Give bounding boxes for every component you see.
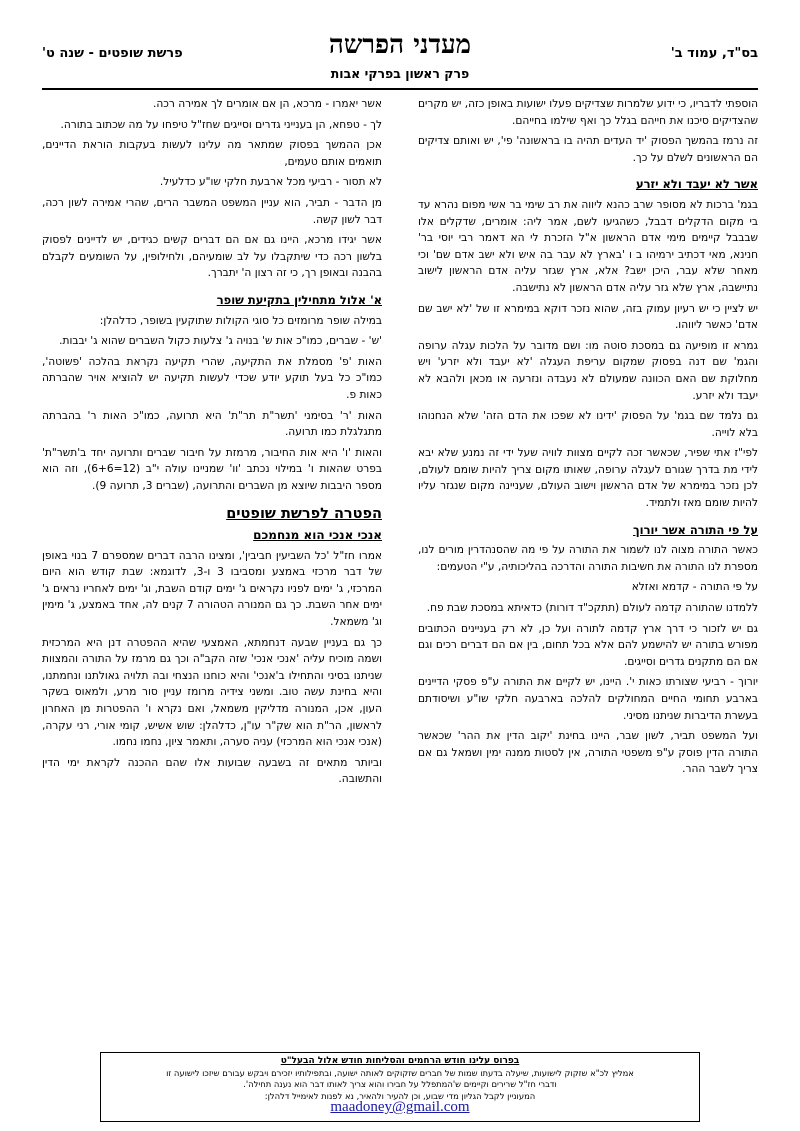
section-heading: אשר לא יעבד ולא יזרע — [635, 177, 758, 192]
paragraph: אשר יאמרו - מרכא, הן אם אומרים לך אמירה רכה. — [152, 98, 382, 110]
paragraph: וביותר מתאים זה בשבעה שבועות אלו שהם ההכנה לקראת ימי הדין והתשובה. — [42, 756, 382, 786]
left-column — [42, 96, 382, 792]
haftarah-subheading: אנכי אנכי הוא מנחמכם — [253, 528, 382, 543]
paragraph: על פי התורה - קדמא ואזלא — [631, 581, 758, 594]
paragraph: לפי"ז אתי שפיר, שכאשר זכה לקיים מצוות לוויה שעל ידי זה נמנע שלא יבא לידי מת בדרך שגורם לעגלה ערופה, שאותו מקום צריך להיות שומם לעולם, לכן נזכר במימרא של אדם הראשון וישוב העולם, שעניינה מקום שנגזר עליו להיות שומם מאז ולתמיד. — [418, 447, 758, 510]
section-heading: על פי התורה אשר יורוך — [633, 522, 758, 537]
paragraph: האות 'פ' מסמלת את התקיעה, שהרי תקיעה נקראת בהלכה 'פשוטה', כמו"כ כל בעל תוקע יודע שכדי לעשות תקיעה יש להוציא אויר שהברתה כאות פ. — [42, 355, 382, 401]
paragraph: מן הדבר - תביר, הוא עניין המשפט המשבר הרים, שהרי אמירה לשון רכה, דבר לשון קשה. — [42, 196, 382, 226]
footer-line: אמליץ לכ"א שזקוק לישועות, שיעלה בדעתו שמות של חברים שזקוקים לאותה ישועה, ובתפילותיו יזכירם ויבקש עבורם שיזכו לישועה זו — [166, 1067, 634, 1078]
header-page-note: בס"ד, עמוד ב' — [670, 46, 758, 61]
page-subtitle: פרק ראשון בפרקי אבות — [330, 66, 470, 81]
article-columns — [42, 96, 758, 956]
paragraph: 'ש' - שברים, כמו"כ אות ש' בנויה ג' צלעות כקול השברים שהוא ג' יבבות. — [59, 335, 382, 348]
page-header — [42, 30, 758, 90]
contact-email-link[interactable]: maadoney@gmail.com — [330, 1099, 470, 1115]
haftarah-heading: הפטרה לפרשת שופטים — [226, 506, 382, 523]
footer-line: המעוניין לקבל הגליון מדי שבוע, וכן להעיר ולהאיר, נא לפנות לאימייל דלהלן: — [264, 1090, 536, 1101]
paragraph: יש לציין כי יש רעיון עמוק בזה, שהוא נזכר דוקא במימרא זו של 'לא ישב שם אדם' כאשר ליווהו. — [418, 302, 758, 332]
paragraph: אשר יגידו מרכא, היינו גם אם הם דברים קשים כגידים, יש לדיינים לפסוק בלשון רכה כדי שיתקבלו על לב שומעיהם, ולחילופין, על השומעים לקבלם בהבנה ובאופן רך, כי זה רצון ה' יתברך. — [42, 234, 382, 280]
header-parsha-note: פרשת שופטים - שנה ט' — [42, 46, 183, 61]
footer-line: ודברי חז"ל שרירים וקיימים ש'המתפלל על חבירו והוא צריך לאותו דבר הוא נענה תחילה'. — [243, 1079, 557, 1089]
paragraph: האות 'ר' בסימני 'תשר"ת תר"ת' היא תרועה, כמו"כ האות ר' בהברתה מתגלגלת כמו תרועה. — [42, 409, 382, 439]
page-title: מעדני הפרשה — [328, 30, 472, 60]
page-header-area — [42, 30, 758, 90]
footer-box — [100, 1052, 700, 1122]
paragraph: יורוך - רביעי שצורתו כאות י'. היינו, יש לקיים את התורה ע"פ פסקי הדיינים בארבע תחומי החיים המחולקים להלכה בארבעה חלקי שו"ע ושיסודתם בעשרת הדיברות שניתנו מסיני. — [418, 676, 758, 722]
paragraph: אכן ההמשך בפסוק שמתאר מה עלינו לעשות בעקבות הוראת הדיינים, תואמים אותם טעמים, — [42, 139, 382, 168]
paragraph: לא תסור - רביעי מכל ארבעת חלקי שו"ע כדלעיל. — [159, 176, 382, 189]
paragraph: ועל המשפט תביר, לשון שבר, היינו בחינת 'יקוב הדין את ההר' שכאשר התורה הדין פוסק ע"פ משפטי התורה, אין לסטות ממנה ימין ושמאל גם אם צריך לשבר ההר. — [418, 730, 758, 776]
paragraph: כאשר התורה מצוה לנו לשמור את התורה על פי מה שהסנהדרין מורים לנו, מספרת לנו התורה את חשיבות התורה והדרכה בהליכותיה, ע"י הטעמים: — [418, 544, 758, 573]
paragraph: זה נרמז בהמשך הפסוק 'יד העדים תהיה בו בראשונה' פי', יש ואותם צדיקים הם הראשונים לשלם על כך. — [418, 135, 758, 164]
paragraph: ללמדנו שהתורה קדמה לעולם (תתקכ"ד דורות) כדאיתא במסכת שבת פח. — [426, 602, 758, 615]
footer-title: בפרוס עלינו חודש הרחמים והסליחות חודש אלול הבעל"ט — [280, 1056, 520, 1066]
paragraph: לך - טפחא, הן בענייני גדרים וסייגים שחז"ל טיפחו על מה שכתוב בתורה. — [60, 118, 382, 131]
paragraph: אמרו חז"ל 'כל השביעין חביבין', ומצינו הרבה דברים שמספרם 7 בנוי באופן של דבר מרכזי באמצע ומסביבו 3 ו-3, לדוגמא: שבת קודש הוא היום המרכזי, ג' ימים לפניו נקראים ג' ימים קודם השבת, וג' ימים לאחריו נראים ג' ימים אחר השבת. כך גם המנורה הטהורה 7 קנים לה, אחד באמצע, ג' מימין וג' משמאל. — [42, 549, 382, 629]
paragraph: גמרא זו מופיעה גם במסכת סוטה מו: ושם מדובר על הלכות עגלה ערופה והגמ' שם דנה בפסוק שמקום עריפת העגלה 'לא יעבד ולא יזרע' ויש מחלוקת שם האם הכוונה שמעולם לא נעבדה ונזרעה או מכאן ולהבא לא יעבד ולא יזרע. — [418, 339, 758, 402]
paragraph: הוספתי לדבריו, כי ידוע שלמרות שצדיקים פעלו ישועות באופן כזה, יש מקרים שהצדיקים סיכנו את חייהם בגלל כך ואף שילמו בחייהם. — [418, 98, 758, 127]
paragraph: גם יש לזכור כי דרך ארץ קדמה לתורה ועל כן, לא רק בעניינים הכתובים מפורש בתורה יש להישמע להם אלא בכל תחום, בין אם הם דברים רכים וגם אם הם מתקנים גדרים וסייגים. — [418, 622, 758, 668]
paragraph: במילה שופר מרומזים כל סוגי הקולות שתוקעין בשופר, כדלהלן: — [99, 314, 382, 327]
paragraph: גם נלמד שם בגמ' על הפסוק 'ידינו לא שפכו את הדם הזה' שלא הנחנוהו בלא לוייה. — [418, 410, 758, 439]
paragraph: בגמ' ברכות לא מסופר שרב כהנא ליווה את רב שימי בר אשי מפום נהרא עד בי מקום הדקלים דבבל, כשהגיעו לשם, אמר ליה: אומרים, שדקלים אלו שבבבל קיימים מימי אדם הראשון א"ל הזכרת לי הא דאמר רבי יוסי בר' חנינא, מאי דכתיב ירמיהו ב ו 'בארץ לא עבר בה איש ולא ישב אדם שם' וכי מאחר שלא עבר, היכן ישב? אלא, ארץ שגזר עליה אדם הראשון לישוב נתיישבה, ארץ שלא גזר עליה אדם הראשון לא נתישבה. — [418, 198, 758, 294]
paragraph: כך גם בעניין שבעה דנחמתא, האמצעי שהיא ההפטרה דנן היא המרכזית ושמה מוכיח עליה 'אנכי אנכי' שזה הקב"ה וכך גם מרמז על התורה והמצוות שניתנו בסיני והתחילו ב'אנכי' והיא כוחנו הנצחי ובה תלויה גאולתנו ונחמתנו, והיא בחינת עשה טוב. ומשני צידיה מרומז עניין סור מרע, ולמאוס בשקר העון, אכן, המנורה מדליקין משמאל, ואם נקרא ו' ההפטרות מן האחרון לראשון, הר"ת הוא שק"ר עו"ן, כדלהלן: שוש אשיש, קומי אורי, רני עקרה, (אנכי אנכי הוא המרכזי) עניה סערה, ותאמר ציון, נחמו נחמו. — [42, 636, 382, 749]
paragraph: והאות 'ו' היא אות החיבור, מרמזת על חיבור שברים ותרועה יחד ב'תשר"ת' בפרט שהאות ו' במילוי נכתב 'וו' שמניינו עולה י"ב (12=6+6), וזה הוא מספר היבבות שיוצא מן השברים והתרועה, (שברים 3, תרועה 9). — [42, 446, 382, 492]
right-column — [418, 96, 758, 782]
section-heading: א' אלול מתחילין בתקיעת שופר — [216, 292, 382, 307]
